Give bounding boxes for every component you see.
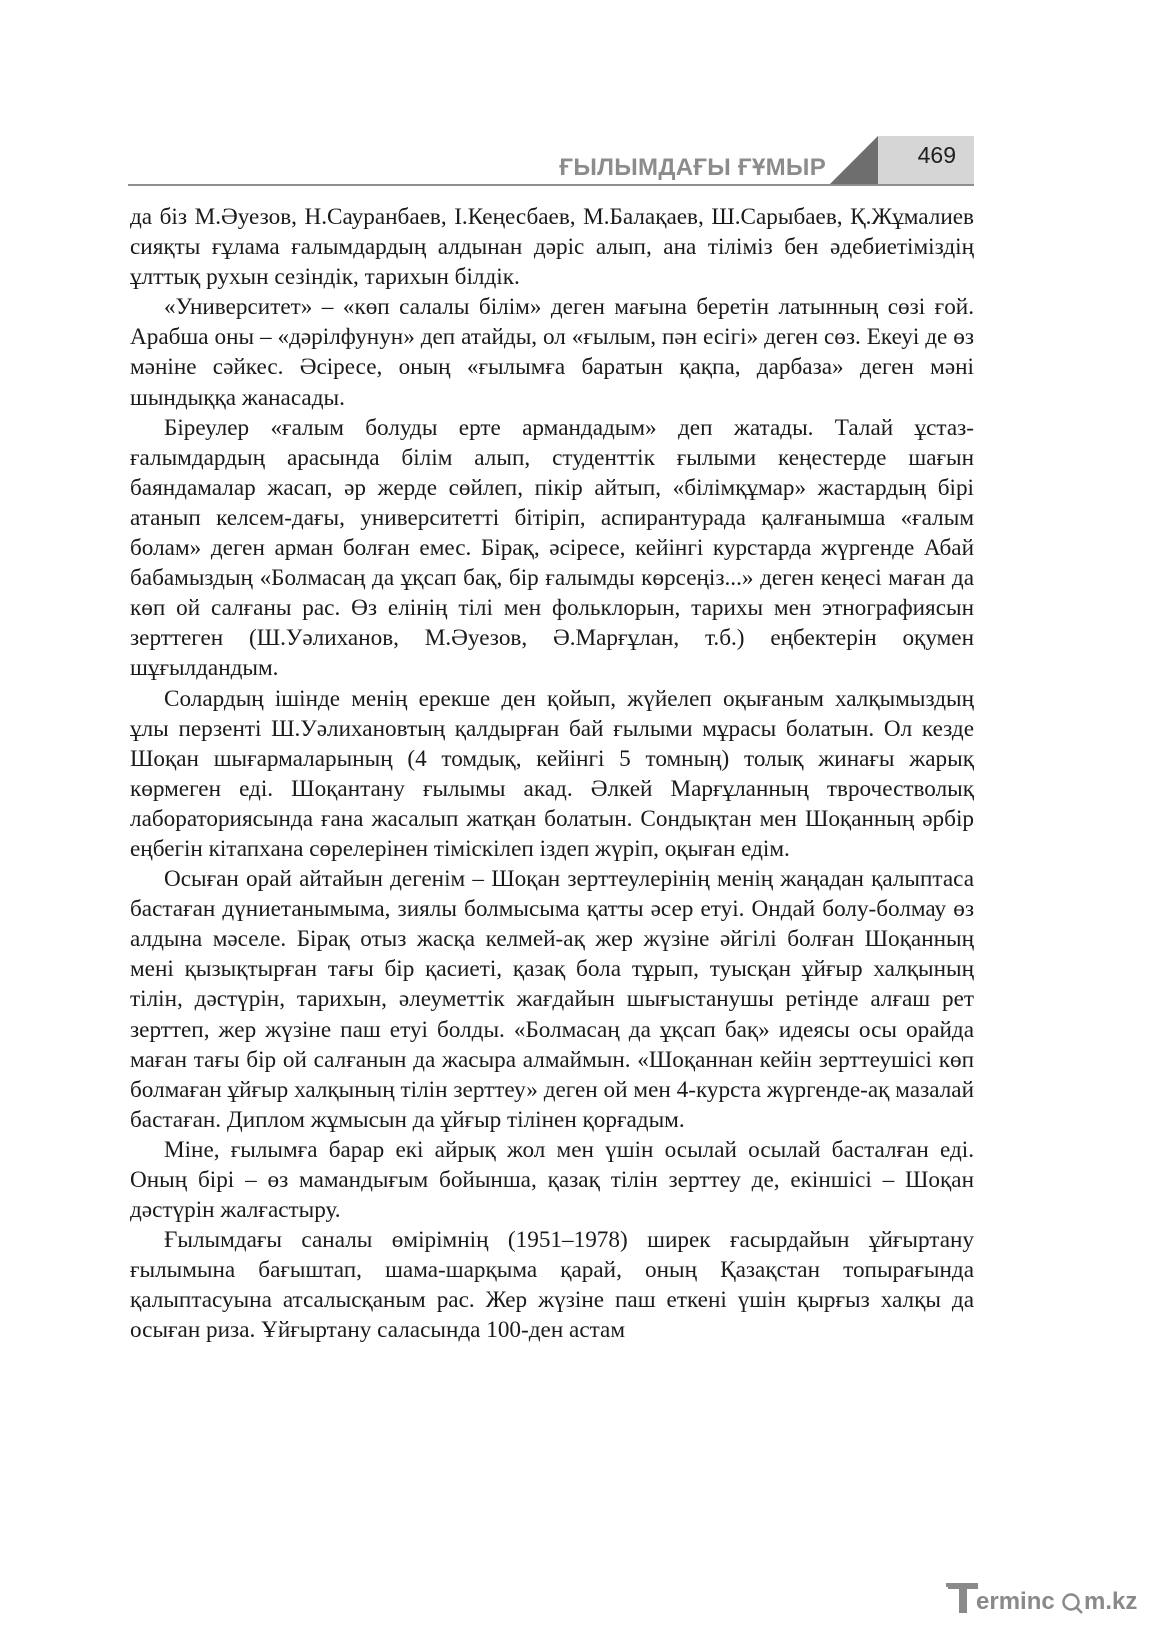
paragraph-5: Осыған орай айтайын дегенім – Шоқан зерттеулерінің менің жаңадан қалыптаса бастаған дүниетанымыма, зиялы болмысыма қатты әсер етуі. Ондай болу-болмау өз алдына мәселе. Бірақ отыз жасқа келмей-ақ жер жүзіне әйгілі болған Шоқанның мені қызықтырған тағы бір қасиеті, қазақ бола тұрып, туысқан ұйғыр халқының тілін, дәстүрін, тарихын, әлеуметтік жағдайын шығыстанушы ретінде алғаш рет зерттеп, жер жүзіне паш етуі болды. «Болмасаң да ұқсап бақ» идеясы осы орайда маған тағы бір ой салғанын да жасыра алмаймын. «Шоқаннан кейін зерттеушісі көп болмаған ұйғыр халқының тілін зерттеу» деген ой мен 4-курста жүргенде-ақ мазалай бастаған. Диплом жұмысын да ұйғыр тілінен қорғадым.	[130, 866, 974, 1133]
page-number: 469	[917, 142, 956, 168]
watermark-logo-icon	[946, 1577, 1146, 1621]
paragraph-3: Біреулер «ғалым болуды ерте армандадым» деп жатады. Талай ұстаз-ғалымдардың арасында білім алып, студенттік ғылыми кеңестерде шағын баяндамалар жасап, әр жерде сөйлеп, пікір айтып, «білімқұмар» жастардың бірі атанып келсем-дағы, университетті бітіріп, аспирантурада қалғанымша «ғалым болам» деген арман болған емес. Бірақ, әсіресе, кейінгі курстарда жүргенде Абай бабамыздың «Болмасаң да ұқсап бақ, бір ғалымды көрсеңіз...» деген кеңесі маған да көп ой салғаны рас. Өз елінің тілі мен фольклорын, тарихы мен этнографиясын зерттеген (Ш.Уәлиханов, М.Әуезов, Ә.Марғұлан, т.б.) еңбектерін оқумен шұғылдандым.	[130, 414, 974, 682]
paragraph-1: да біз М.Әуезов, Н.Сауранбаев, І.Кеңесбаев, М.Балақаев, Ш.Сарыбаев, Қ.Жұмалиев сияқты ғұлама ғалымдардың алдынан дәріс алып, ана тіліміз бен әдебиетіміздің ұлттық рухын сезіндік, тарихын білдік.	[130, 204, 974, 291]
paragraph-7: Ғылымдағы саналы өмірімнің (1951–1978) ширек ғасырдайын ұйғыртану ғылымына бағыштап, шама-шарқыма қарай, оның Қазақстан топырағында қалыптасуына атсалысқаным рас. Жер жүзіне паш еткені үшін қырғыз халқы да осыған риза. Ұйғыртану саласында 100-ден астам	[130, 1227, 974, 1344]
svg-text:m.kz: m.kz	[1084, 1588, 1138, 1615]
paragraph-4: Солардың ішінде менің ерекше ден қойып, жүйелеп оқығаным халқымыздың ұлы перзенті Ш.Уәлихановтың қалдырған бай ғылыми мұрасы болатын. Ол кезде Шоқан шығармаларының (4 томдық, кейінгі 5 томның) толық жинағы жарық көрмеген еді. Шоқантану ғылымы акад. Әлкей Марғұланның тврочестволық лабораториясында ғана жасалып жатқан болатын. Сондықтан мен Шоқанның әрбір еңбегін кітапхана сөрелерінен тіміскілеп іздеп жүріп, оқыған едім.	[130, 685, 974, 862]
termincom-watermark-logo	[946, 1577, 1146, 1621]
paragraph-2: «Университет» – «көп салалы білім» деген мағына беретін латынның сөзі ғой. Арабша оны – «дәрілфунун» деп атайды, ол «ғылым, пән есігі» деген сөз. Екеуі де өз мәніне сәйкес. Әсіресе, оның «ғылымға баратын қақпа, дарбаза» деген мәні шындыққа жанасады.	[130, 294, 974, 411]
page-number-tab	[830, 136, 974, 184]
header-rule	[128, 184, 974, 186]
running-header	[128, 136, 974, 186]
body-text	[130, 202, 974, 1346]
svg-text:erminc: erminc	[976, 1588, 1055, 1615]
running-title: ҒЫЛЫМДАҒЫ ҒҰМЫР	[559, 154, 826, 181]
paragraph-6: Міне, ғылымға барар екі айрық жол мен үшін осылай осылай басталған еді. Оның бірі – өз мамандығым бойынша, қазақ тілін зерттеу де, екіншісі – Шоқан дәстүрін жалғастыру.	[130, 1136, 974, 1224]
